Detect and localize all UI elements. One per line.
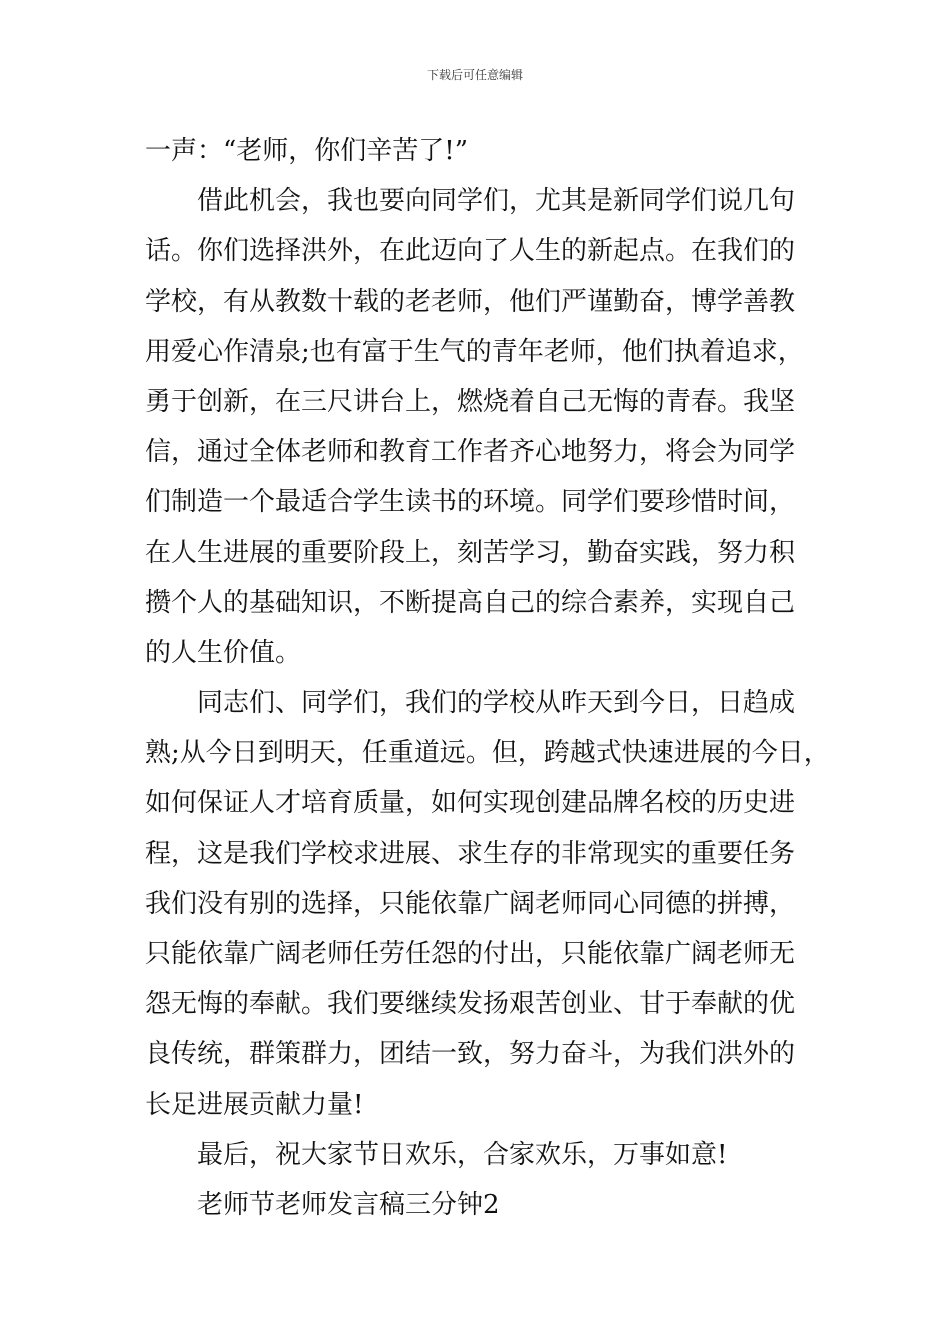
text-line: 们制造一个最适合学生读书的环境。同学们要珍惜时间， <box>145 487 796 518</box>
text-line: 长足进展贡献力量! <box>145 1089 364 1120</box>
text-line: 学校，有从教数十载的老老师，他们严谨勤奋，博学善教 <box>145 286 796 317</box>
text-line: 程，这是我们学校求进展、求生存的非常现实的重要任务 <box>145 838 796 869</box>
text-line: 只能依靠广阔老师任劳任怨的付出，只能依靠广阔老师无 <box>145 939 796 969</box>
text-line: 用爱心作清泉;也有富于生气的青年老师，他们执着追求， <box>145 336 804 367</box>
page-header: 下载后可任意编辑 <box>426 68 523 82</box>
text-line: 在人生进展的重要阶段上，刻苦学习，勤奋实践，努力积 <box>145 537 796 568</box>
text-line: 我们没有别的选择，只能依靠广阔老师同心同德的拼搏， <box>145 888 796 919</box>
text-line: 老师节老师发言稿三分钟2 <box>197 1189 500 1220</box>
text-line: 话。你们选择洪外，在此迈向了人生的新起点。在我们的 <box>145 236 796 267</box>
text-line: 勇于创新，在三尺讲台上，燃烧着自己无悔的青春。我坚 <box>145 386 796 417</box>
text-line: 一声：“老师，你们辛苦了!” <box>145 136 469 166</box>
text-line: 怨无悔的奉献。我们要继续发扬艰苦创业、甘于奉献的优 <box>145 989 796 1020</box>
document-body <box>145 126 830 1230</box>
text-line: 借此机会，我也要向同学们，尤其是新同学们说几句 <box>197 186 796 217</box>
text-line: 同志们、同学们，我们的学校从昨天到今日，日趋成 <box>197 688 796 719</box>
text-line: 的人生价值。 <box>145 637 302 668</box>
text-line: 熟;从今日到明天，任重道远。但，跨越式快速进展的今日， <box>145 738 830 769</box>
text-line: 良传统，群策群力，团结一致，努力奋斗，为我们洪外的 <box>145 1039 796 1070</box>
text-line: 如何保证人才培育质量，如何实现创建品牌名校的历史进 <box>145 788 796 819</box>
text-line: 信，通过全体老师和教育工作者齐心地努力，将会为同学 <box>145 437 796 468</box>
text-line: 攒个人的基础知识，不断提高自己的综合素养，实现自己 <box>145 587 796 618</box>
text-line: 最后，祝大家节日欢乐，合家欢乐，万事如意! <box>197 1139 728 1170</box>
